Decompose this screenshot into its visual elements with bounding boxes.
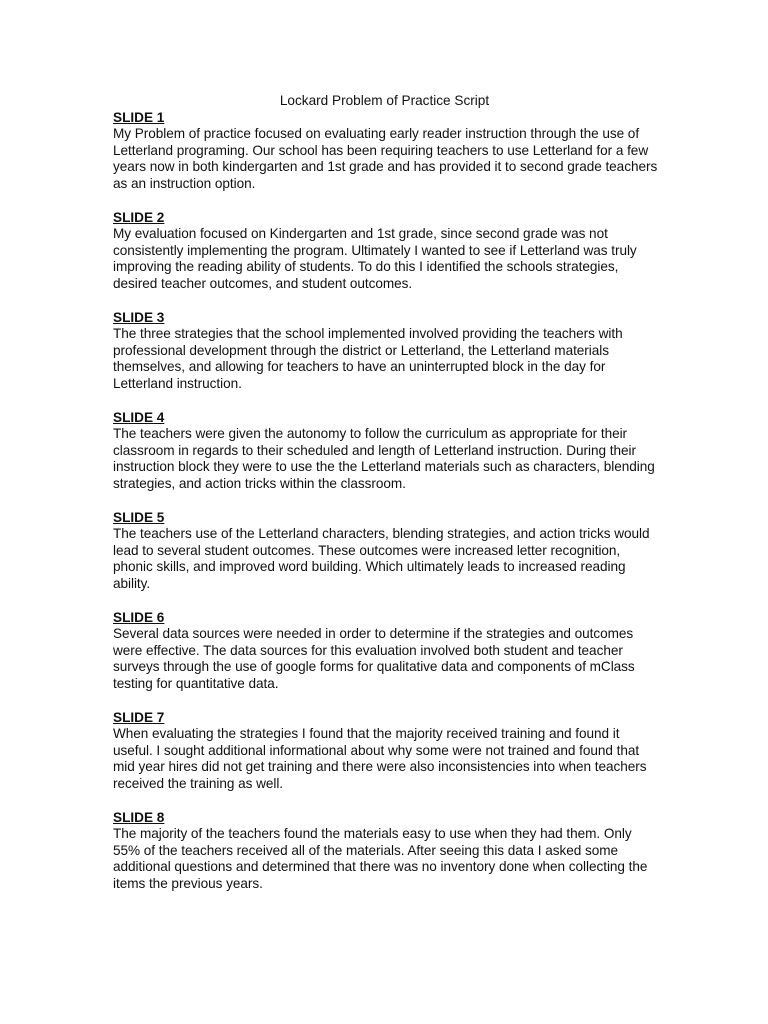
slide-body: The three strategies that the school implemented involved providing the teachers with professional development through the district or Letterland, the Letterland materials themselves, and allowing for teachers to have an uninterrupted block in the day for Letterland instruction. [113, 326, 623, 391]
slide-body: The teachers use of the Letterland characters, blending strategies, and action tricks would lead to several student outcomes. These outcomes were increased letter recognition, phonic skills, and improved word building. Which ultimately leads to increased reading ability. [113, 526, 650, 591]
slide-heading: SLIDE 6 [113, 610, 165, 625]
slide-body: When evaluating the strategies I found that the majority received training and found it useful. I sought additional informational about why some were not trained and found that mid year hires did not get training and there were also inconsistencies into when teachers received the training as well. [113, 726, 647, 791]
slide-heading: SLIDE 2 [113, 210, 165, 225]
slide-section-4 [113, 409, 658, 492]
slide-section-7 [113, 709, 658, 792]
slide-body: My evaluation focused on Kindergarten and 1st grade, since second grade was not consistently implementing the program. Ultimately I wanted to see if Letterland was truly improving the reading ability of students. To do this I identified the schools strategies, desired teacher outcomes, and student outcomes. [113, 226, 637, 291]
slide-heading: SLIDE 5 [113, 510, 165, 525]
slide-body: The teachers were given the autonomy to follow the curriculum as appropriate for their classroom in regards to their scheduled and length of Letterland instruction. During their instruction block they were to use the the Letterland materials such as characters, blending strategies, and action tricks within the classroom. [113, 426, 655, 491]
slide-body: The majority of the teachers found the materials easy to use when they had them. Only 55% of the teachers received all of the materials. After seeing this data I asked some additional questions and determined that there was no inventory done when collecting the items the previous years. [113, 826, 648, 891]
slide-section-5 [113, 509, 658, 592]
slide-heading: SLIDE 3 [113, 310, 165, 325]
document-title: Lockard Problem of Practice Script [279, 93, 490, 108]
document-page [113, 92, 658, 909]
slide-heading: SLIDE 8 [113, 810, 165, 825]
slide-section-3 [113, 309, 658, 392]
slide-section-2 [113, 209, 658, 292]
slide-heading: SLIDE 1 [113, 110, 165, 125]
slide-heading: SLIDE 4 [113, 410, 165, 425]
slide-body: My Problem of practice focused on evaluating early reader instruction through the use of Letterland programing. Our school has been requiring teachers to use Letterland for a few years now in both kindergarten and 1st grade and has provided it to second grade teachers as an instruction option. [113, 126, 658, 191]
slide-section-8 [113, 809, 658, 892]
slide-section-6 [113, 609, 658, 692]
slide-heading: SLIDE 7 [113, 710, 165, 725]
slide-section-1 [113, 109, 658, 192]
slide-body: Several data sources were needed in order to determine if the strategies and outcomes were effective. The data sources for this evaluation involved both student and teacher surveys through the use of google forms for qualitative data and components of mClass testing for quantitative data. [113, 626, 635, 691]
